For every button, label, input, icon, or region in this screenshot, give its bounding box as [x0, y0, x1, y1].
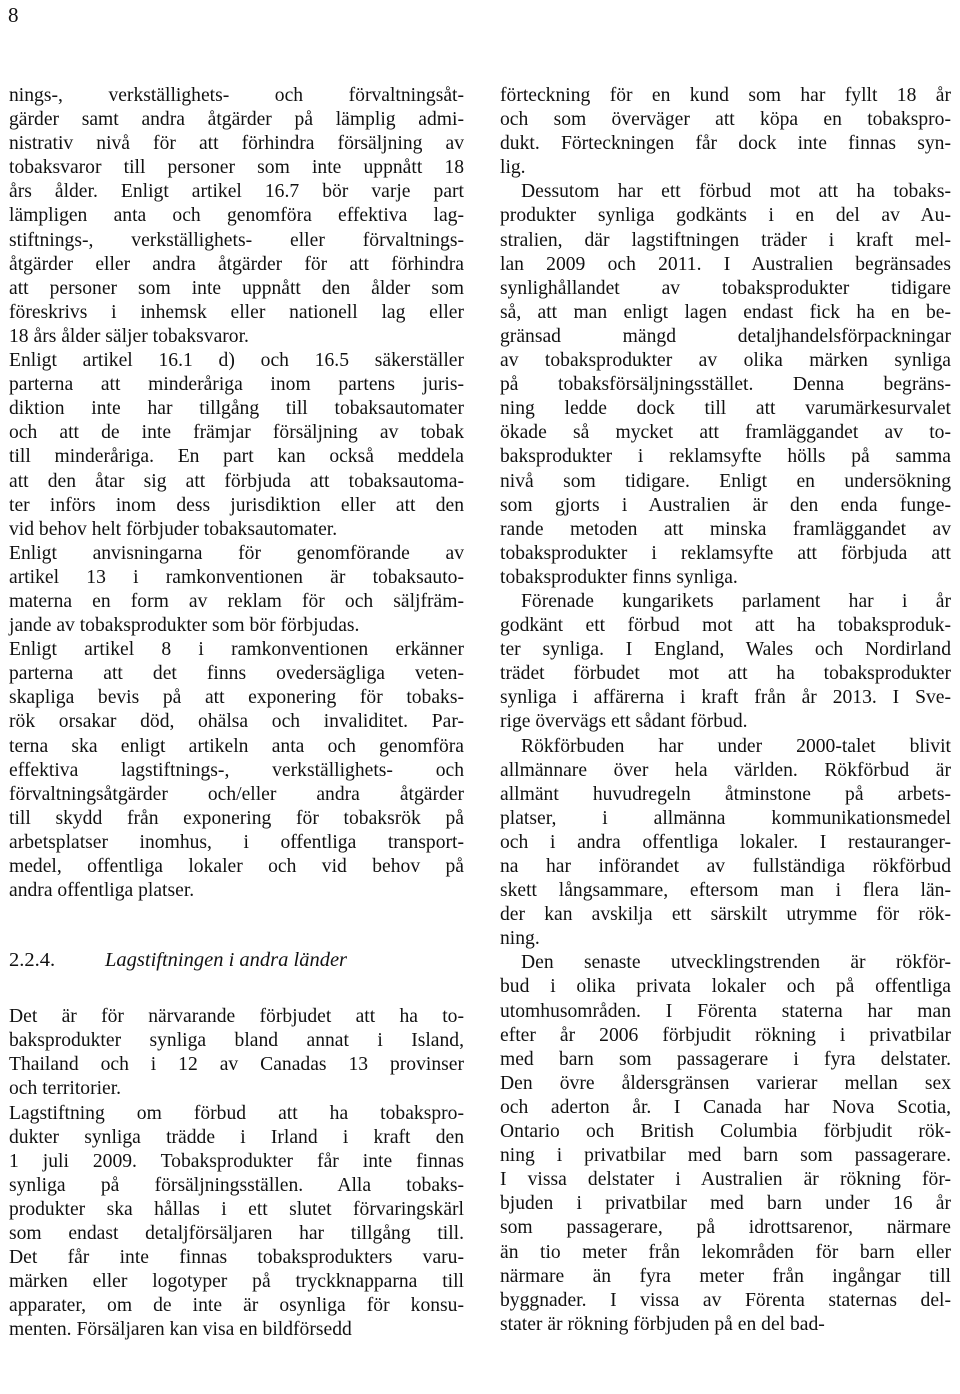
text-line: åtgärder eller andra åtgärder för att förhindra [9, 253, 464, 275]
text-line: rök orsakar död, ohälsa och invaliditet. Par- [9, 711, 464, 733]
text-line: rige övervägs ett sådant förbud. [500, 711, 748, 733]
text-line: ökade så mycket att framläggandet av to- [500, 422, 951, 444]
right-column [500, 84, 951, 1337]
section-number: 2.2.4. [9, 949, 56, 972]
text-line: platser, i allmänna kommunikationsmedel [500, 807, 951, 829]
paragraph [9, 349, 464, 542]
paragraph [9, 84, 464, 349]
text-line: lan 2009 och 2011. I Australien begränsades [500, 253, 951, 275]
text-line: som endast detaljförsäljaren har tillgång till. [9, 1223, 464, 1245]
text-line: Den övre åldersgränsen varierar mellan sex [500, 1072, 951, 1094]
text-line: till skydd från exponering för tobaksrök på [9, 807, 464, 829]
paragraph [500, 951, 951, 1337]
text-line: Lagstiftning om förbud att ha tobakspro- [9, 1102, 464, 1124]
text-line: Det får inte finnas tobaksprodukters varu- [9, 1247, 464, 1269]
text-line: skett långsammare, eftersom man i flera län- [500, 880, 951, 902]
text-line: dukt. Förteckningen får dock inte finnas syn- [500, 133, 951, 155]
text-line: av tobaksprodukter av olika märken synliga [500, 350, 951, 372]
text-line: byggnader. I vissa av Förenta staternas del- [500, 1289, 951, 1311]
text-line: produkter ska hållas i ett slutet förvaringskärl [9, 1198, 464, 1220]
section-heading [9, 945, 464, 975]
text-line: bud i olika privata lokaler och på offentliga [500, 976, 951, 998]
text-line: så, att man enligt lagen endast fick ha en be- [500, 301, 951, 323]
text-line: stralien, där lagstiftningen träder i kraft mel- [500, 229, 951, 251]
text-line: I vissa delstater i Australien är rökning för- [500, 1169, 951, 1191]
text-line: förvaltningsåtgärder och/eller andra åtgärder [9, 783, 464, 805]
text-line: medel, offentliga lokaler och vid behov på [9, 856, 464, 877]
spacer [9, 975, 464, 1005]
text-line: synlighållandet av tobaksprodukter tidigare [500, 277, 951, 299]
text-line: stiftnings-, verkställighets- eller förvaltnings- [9, 229, 464, 251]
text-line: rande metoden att minska framläggandet av [500, 518, 951, 540]
text-line: ning. [500, 928, 540, 950]
text-line: Thailand och i 12 av Canadas 13 provinser [9, 1054, 464, 1076]
text-line: stater är rökning förbjuden på en del bad- [500, 1313, 825, 1335]
text-line: vid behov helt förbjuder tobaksautomater. [9, 518, 338, 540]
text-line: tobaksprodukter finns synliga. [500, 566, 738, 588]
paragraph [9, 542, 464, 638]
text-line: tobaksvaror till personer som inte uppnått 18 [9, 157, 464, 179]
text-line: som passagerare, på idrottsarenor, närmare [500, 1217, 951, 1239]
text-line: menten. Försäljaren kan visa en bildförsedd [9, 1319, 352, 1341]
text-line: Enligt artikel 8 i ramkonventionen erkänner [9, 639, 464, 661]
text-line: ning ledde dock till att varumärkesurvalet [500, 398, 951, 420]
text-line: allmänt huvudregeln åtminstone på arbets- [500, 783, 951, 805]
text-line: synliga på försäljningsställen. Alla tobaks- [9, 1174, 464, 1196]
text-line: diktion inte har tillgång till tobaksautomater [9, 398, 464, 420]
text-line: märken eller logotyper på tryckknapparna till [9, 1271, 464, 1293]
text-line: Enligt anvisningarna för genomförande av [9, 542, 464, 564]
text-line: nivå som tidigare. Enligt en undersökning [500, 470, 951, 492]
text-line: tobaksprodukter i reklamsyfte att förbjuda att [500, 542, 951, 564]
text-line: Förenade kungarikets parlament har i år [521, 590, 951, 612]
text-line: ter synliga. I England, Wales och Nordirland [500, 639, 951, 661]
text-line: Enligt artikel 16.1 d) och 16.5 säkerställer [9, 350, 464, 372]
text-line: att den åtar sig att förbjuda att tobaksautoma- [9, 470, 464, 492]
text-line: efter år 2006 förbjudit rökning i privatbilar [500, 1024, 951, 1046]
paragraph [9, 638, 464, 903]
text-line: och aderton år. I Canada har Nova Scotia, [500, 1096, 951, 1118]
text-line: till minderåriga. En part kan också meddela [9, 446, 464, 468]
text-line: och i andra offentliga lokaler. I restauranger- [500, 831, 951, 853]
paragraph [500, 180, 951, 590]
text-line: Ontario och British Columbia förbjudit rök- [500, 1121, 951, 1143]
text-line: närmare än fyra meter från ingångar till [500, 1265, 951, 1287]
paragraph [500, 84, 951, 180]
text-line: nings-, verkställighets- och förvaltningsåt- [9, 85, 464, 106]
paragraph [500, 735, 951, 952]
text-line: parterna att det finns ovedersägliga veten- [9, 663, 464, 685]
text-line: baksprodukter synliga bland annat i Island, [9, 1030, 464, 1052]
text-line: apparater, om de inte är osynliga för konsu- [9, 1295, 464, 1317]
text-line: arbetsplatser inomhus, i offentliga transport- [9, 831, 464, 853]
text-line: der kan avskilja ett särskilt utrymme för rök- [500, 904, 951, 926]
text-line: ter införs inom dess jurisdiktion eller att den [9, 494, 464, 516]
text-line: gärder samt andra åtgärder på lämplig admi- [9, 109, 464, 131]
text-line: effektiva lagstiftnings-, verkställighets- och [9, 759, 464, 781]
text-line: 1 juli 2009. Tobaksprodukter får inte finnas [9, 1150, 464, 1172]
paragraph [9, 1005, 464, 1101]
text-line: med barn som passagerare i fyra delstater. [500, 1048, 951, 1070]
text-line: Det är för närvarande förbjudet att ha to- [9, 1006, 464, 1028]
text-line: 18 års ålder säljer tobaksvaror. [9, 325, 249, 347]
text-line: materna en form av reklam för och säljfräm- [9, 590, 464, 612]
text-line: produkter synliga godkänts i en del av Au- [500, 205, 951, 227]
text-line: att personer som inte uppnått den ålder som [9, 277, 464, 299]
text-line: baksprodukter i reklamsyfte hölls på samma [500, 446, 951, 468]
text-line: ning i privatbilar med barn som passagerare. [500, 1145, 951, 1167]
text-line: års ålder. Enligt artikel 16.7 bör varje part [9, 181, 464, 203]
text-line: Rökförbuden har under 2000-talet blivit [521, 735, 951, 757]
spacer [9, 903, 464, 945]
paragraph [9, 1102, 464, 1343]
text-line: synliga i affärerna i kraft från år 2013. I Sve- [500, 687, 951, 709]
page-number: 8 [8, 3, 19, 27]
text-line: bjuden i privatbilar med barn under 16 år [500, 1193, 951, 1215]
text-line: trädet förbudet mot att ha tobaksprodukter [500, 663, 951, 685]
text-line: som gjorts i Australien är den enda funge- [500, 494, 951, 516]
paragraph [500, 590, 951, 735]
text-line: förteckning för en kund som har fyllt 18 år [500, 85, 951, 106]
text-line: på tobaksförsäljningsstället. Denna begräns- [500, 374, 951, 396]
text-line: parterna att minderåriga inom partens juris- [9, 374, 464, 396]
text-line: föreskrivs i inhemsk eller nationell lag eller [9, 301, 464, 323]
text-line: lämpligen anta och genomföra effektiva lag- [9, 205, 464, 227]
text-line: skapliga bevis på att exponering för tobaks- [9, 687, 464, 709]
text-line: andra offentliga platser. [9, 880, 195, 902]
section-title: Lagstiftningen i andra länder [105, 949, 348, 972]
left-column [9, 84, 464, 1343]
text-line: terna ska enligt artikeln anta och genomföra [9, 735, 464, 757]
text-line: utomhusområden. I Förenta staterna har man [500, 1000, 951, 1022]
text-line: na har införandet av fullständiga rökförbud [500, 856, 951, 877]
text-line: lig. [500, 157, 526, 179]
text-line: dukter synliga trädde i Irland i kraft den [9, 1126, 464, 1148]
text-line: nistrativ nivå för att förhindra försäljning av [9, 133, 464, 155]
text-line: än tio meter från lekområden för barn eller [500, 1241, 951, 1263]
text-line: gränsad mängd detaljhandelsförpackningar [500, 325, 951, 347]
text-line: och som överväger att köpa en tobakspro- [500, 109, 951, 131]
text-line: Den senaste utvecklingstrenden är rökför- [521, 952, 951, 974]
text-line: godkänt ett förbud mot att ha tobaksproduk- [500, 615, 951, 637]
text-line: allmännare över hela världen. Rökförbud är [500, 759, 951, 781]
text-line: artikel 13 i ramkonventionen är tobaksauto- [9, 566, 464, 588]
text-line: och territorier. [9, 1078, 122, 1100]
text-line: och att de inte främjar försäljning av tobak [9, 422, 464, 444]
text-line: jande av tobaksprodukter som bör förbjudas. [9, 615, 360, 637]
text-line: Dessutom har ett förbud mot att ha tobaks- [521, 181, 951, 203]
